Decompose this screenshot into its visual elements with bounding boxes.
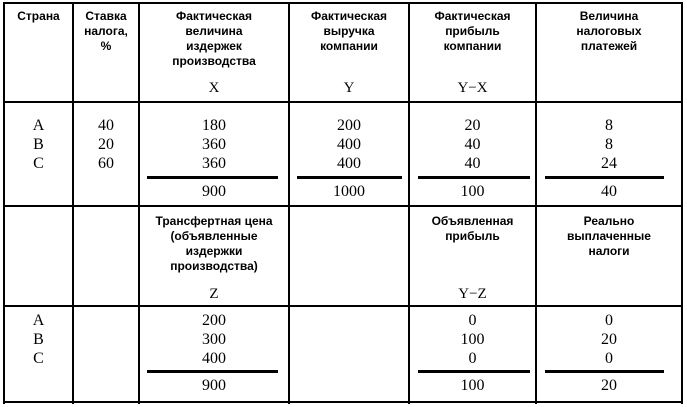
sum-rule-taxes-paid [545, 370, 664, 373]
header2-divider [3, 305, 683, 307]
country-cell: C [33, 350, 44, 367]
header-taxes-paid-line: Реально [583, 214, 635, 228]
column-line-3 [288, 2, 290, 404]
header-taxes-paid-line: налоги [588, 244, 630, 258]
profit-cell: 40 [464, 136, 481, 153]
block2-transfer [140, 311, 288, 368]
total-costs: 900 [202, 183, 226, 200]
declared-profit-cell: 0 [468, 350, 477, 367]
header-taxes-paid [537, 214, 681, 259]
country-cell: B [33, 136, 44, 153]
header-tax-payments-line: налоговых [576, 24, 642, 38]
cost-cell: 360 [202, 136, 226, 153]
header-transfer-price-line: Трансфертная цена [155, 214, 273, 228]
header-country [5, 9, 72, 24]
cost-cell: 180 [202, 117, 226, 134]
tax-cell: 8 [605, 136, 613, 153]
variable-z: Z [209, 286, 219, 302]
table-border-top [3, 2, 683, 4]
header-tax-payments [537, 9, 681, 54]
block2-declared-profit [410, 311, 535, 368]
cost-cell: 360 [202, 155, 226, 172]
header-divider [3, 101, 683, 103]
header-declared-profit [410, 214, 535, 244]
header-transfer-price [140, 214, 288, 274]
revenue-cell: 200 [337, 117, 361, 134]
block1-costs [140, 116, 288, 173]
sum-rule-costs [147, 176, 278, 179]
taxes-paid-cell: 0 [605, 350, 613, 367]
total-profit: 100 [460, 183, 485, 200]
tax-rate-cell: 40 [98, 117, 114, 134]
country-cell: A [32, 117, 45, 134]
sum-rule-declared-profit [418, 370, 530, 373]
taxes-paid-cell: 20 [601, 331, 617, 348]
block2-taxes-paid [537, 311, 681, 368]
transfer-cell: 200 [202, 312, 226, 329]
sum-rule-profit [418, 176, 530, 179]
header-tax-payments-line: платежей [580, 39, 638, 53]
total-taxes-paid: 20 [601, 377, 617, 394]
sum-rule-transfer [147, 370, 278, 373]
header-actual-costs [140, 9, 288, 69]
header-actual-revenue-line: выручка [323, 24, 375, 38]
variable-y: Y [343, 80, 355, 96]
sum-rule-taxes [545, 176, 664, 179]
block2-countries [5, 311, 72, 368]
header-actual-revenue [290, 9, 408, 54]
total-declared-profit: 100 [460, 377, 485, 394]
header-actual-costs-line: производства [172, 54, 256, 68]
variable-x: X [208, 80, 220, 96]
header-transfer-price-line: издержки [185, 244, 243, 258]
header-actual-costs-line: Фактическая [175, 9, 252, 23]
block1-tax-rates [74, 116, 138, 173]
revenue-cell: 400 [337, 155, 361, 172]
country-cell: B [33, 331, 44, 348]
taxes-paid-cell: 0 [605, 312, 613, 329]
total-transfer: 900 [202, 377, 226, 394]
header-transfer-price-line: (объявленные [170, 229, 258, 243]
header-tax-rate-line: Ставка [85, 9, 127, 23]
header-country-text: Страна [17, 9, 60, 23]
header-tax-rate-line: налога, [84, 24, 128, 38]
total-revenue: 1000 [333, 183, 365, 200]
sum-rule-revenue [297, 176, 402, 179]
variable-y-minus-x: Y−X [457, 80, 488, 96]
block1-divider [3, 205, 683, 207]
transfer-cell: 400 [202, 350, 226, 367]
table-border-bottom [3, 401, 683, 403]
revenue-cell: 400 [337, 136, 361, 153]
header-actual-profit-line: прибыль [445, 24, 500, 38]
tax-cell: 24 [601, 155, 617, 172]
tax-rate-cell: 60 [98, 155, 114, 172]
block1-profit [410, 116, 535, 173]
transfer-cell: 300 [202, 331, 226, 348]
header-declared-profit-line: Объявленная [431, 214, 514, 228]
declared-profit-cell: 0 [468, 312, 477, 329]
column-line-1 [72, 2, 74, 404]
block1-taxes [537, 116, 681, 173]
header-actual-profit-line: Фактическая [434, 9, 511, 23]
header-tax-payments-line: Величина [579, 9, 639, 23]
block1-revenue [290, 116, 408, 173]
header-actual-profit [410, 9, 535, 54]
header-actual-profit-line: компании [443, 39, 502, 53]
header-actual-revenue-line: компании [320, 39, 378, 53]
tax-rate-cell: 20 [98, 136, 114, 153]
total-taxes: 40 [601, 183, 617, 200]
column-line-6 [681, 2, 683, 404]
profit-cell: 20 [464, 117, 481, 134]
header-tax-rate [74, 9, 138, 54]
header-transfer-price-line: производства) [170, 259, 258, 273]
country-cell: C [33, 155, 44, 172]
header-actual-costs-line: величина [185, 24, 243, 38]
block1-countries [5, 116, 72, 173]
header-declared-profit-line: прибыль [445, 229, 500, 243]
variable-y-minus-z: Y−Z [458, 286, 487, 302]
header-tax-rate-line: % [100, 39, 112, 53]
tax-cell: 8 [605, 117, 613, 134]
country-cell: A [32, 312, 45, 329]
declared-profit-cell: 100 [460, 331, 485, 348]
profit-cell: 40 [464, 155, 481, 172]
header-actual-costs-line: издержек [186, 39, 242, 53]
header-taxes-paid-line: выплаченные [567, 229, 651, 243]
header-actual-revenue-line: Фактическая [310, 9, 387, 23]
